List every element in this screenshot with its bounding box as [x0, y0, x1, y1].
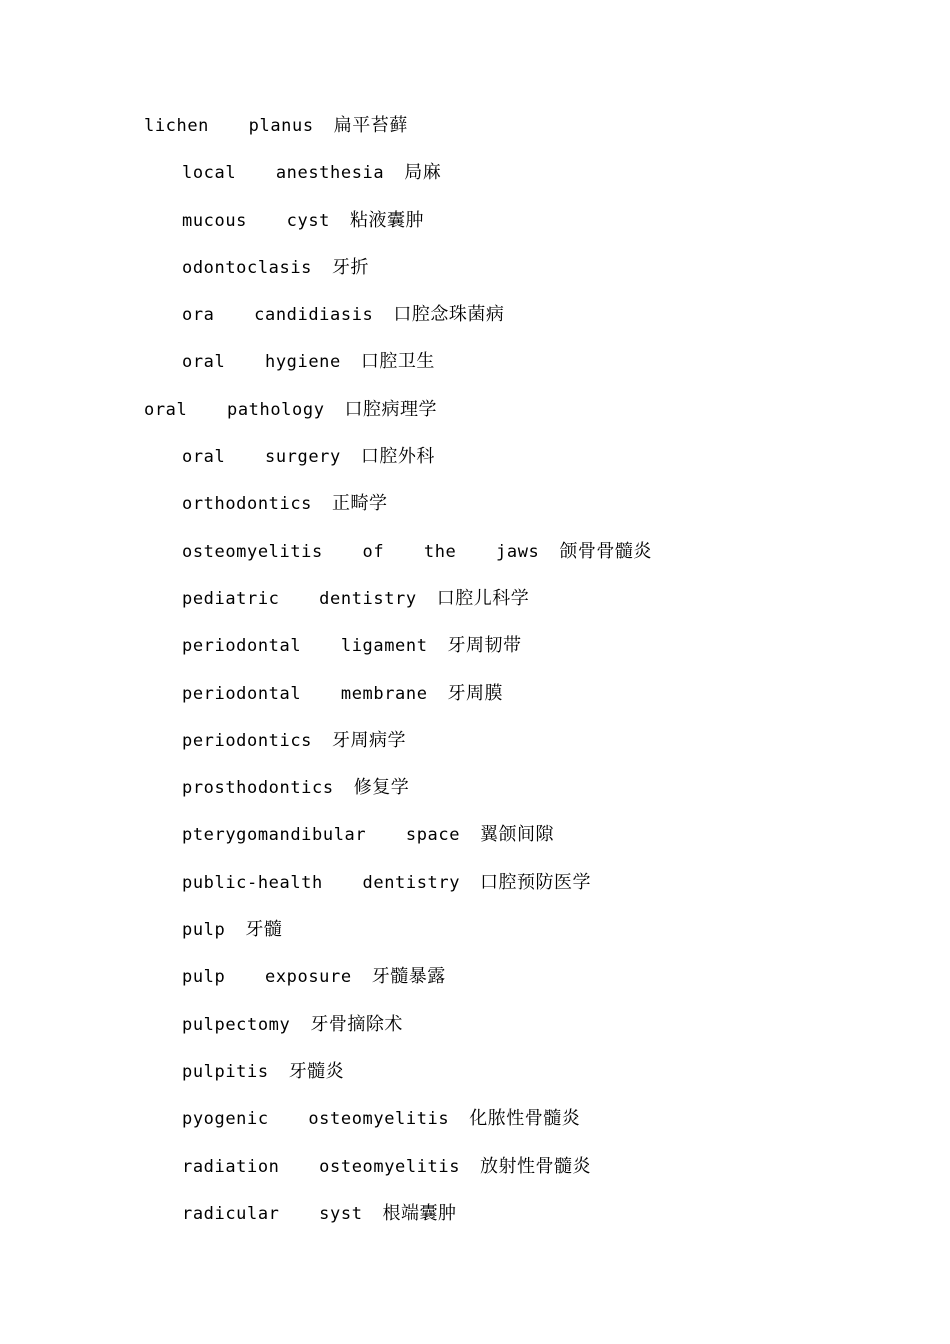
term-chinese: 放射性骨髓炎: [480, 1155, 592, 1177]
glossary-entry: [0, 442, 950, 489]
term-chinese: 牙折: [332, 256, 370, 278]
term-chinese: 根端囊肿: [382, 1202, 457, 1224]
glossary-term-list: [0, 111, 950, 1246]
glossary-entry: [0, 1104, 950, 1151]
term-english: public-health dentistry: [182, 872, 461, 893]
term-chinese: 牙周韧带: [447, 635, 522, 657]
term-chinese: 牙髓: [245, 919, 283, 941]
term-english: pterygomandibular space: [182, 825, 461, 846]
term-chinese: 牙髓暴露: [371, 966, 446, 988]
term-chinese: 牙周膜: [447, 682, 504, 704]
glossary-entry: [0, 206, 950, 253]
glossary-entry: [0, 253, 950, 300]
term-english: oral surgery: [182, 447, 341, 468]
term-chinese: 牙髓炎: [288, 1060, 345, 1082]
glossary-entry: [0, 537, 950, 584]
glossary-entry: [0, 111, 950, 158]
term-english: pulpitis: [182, 1061, 269, 1082]
term-chinese: 局麻: [404, 162, 442, 184]
term-chinese: 口腔儿科学: [436, 587, 530, 609]
term-english: lichen planus: [144, 116, 314, 136]
term-chinese: 牙骨摘除术: [310, 1013, 403, 1035]
term-chinese: 修复学: [353, 777, 410, 799]
glossary-entry: [0, 915, 950, 962]
term-english: orthodontics: [182, 494, 313, 515]
term-chinese: 口腔病理学: [344, 398, 438, 420]
term-english: ora candidiasis: [182, 305, 374, 326]
term-english: pulpectomy: [182, 1014, 291, 1035]
term-chinese: 扁平苔藓: [333, 115, 408, 136]
term-chinese: 牙周病学: [332, 729, 407, 751]
glossary-entry: [0, 1199, 950, 1246]
glossary-entry: [0, 347, 950, 394]
glossary-entry: [0, 1057, 950, 1104]
term-chinese: 口腔卫生: [360, 351, 435, 373]
glossary-entry: [0, 679, 950, 726]
term-english: pyogenic osteomyelitis: [182, 1109, 450, 1130]
glossary-entry: [0, 300, 950, 347]
term-english: oral pathology: [144, 399, 325, 420]
term-chinese: 口腔念珠菌病: [393, 304, 505, 326]
glossary-entry: [0, 158, 950, 205]
glossary-entry: [0, 962, 950, 1009]
term-chinese: 口腔外科: [360, 446, 435, 468]
term-chinese: 口腔预防医学: [480, 871, 592, 893]
glossary-entry: [0, 820, 950, 867]
term-english: radicular syst: [182, 1203, 363, 1224]
glossary-entry: [0, 584, 950, 631]
term-english: periodontal ligament: [182, 636, 428, 657]
term-english: pulp exposure: [182, 967, 352, 988]
glossary-entry: [0, 631, 950, 678]
term-english: pediatric dentistry: [182, 588, 417, 609]
term-english: osteomyelitis of the jaws: [182, 541, 540, 562]
term-english: periodontal membrane: [182, 683, 428, 704]
term-chinese: 正畸学: [332, 493, 388, 515]
term-chinese: 化脓性骨髓炎: [469, 1108, 581, 1130]
term-english: periodontics: [182, 730, 313, 751]
term-chinese: 颌骨骨髓炎: [559, 540, 652, 562]
glossary-entry: [0, 395, 950, 442]
glossary-entry: [0, 489, 950, 536]
term-chinese: 翼颌间隙: [480, 824, 555, 846]
term-english: mucous cyst: [182, 210, 331, 231]
term-english: prosthodontics: [182, 778, 334, 799]
term-english: oral hygiene: [182, 352, 341, 373]
glossary-entry: [0, 773, 950, 820]
term-english: local anesthesia: [182, 163, 385, 184]
glossary-entry: [0, 868, 950, 915]
term-english: radiation osteomyelitis: [182, 1156, 461, 1177]
term-english: odontoclasis: [182, 257, 313, 278]
term-chinese: 粘液囊肿: [350, 209, 425, 231]
glossary-entry: [0, 1010, 950, 1057]
term-english: pulp: [182, 920, 226, 941]
glossary-entry: [0, 726, 950, 773]
glossary-entry: [0, 1152, 950, 1199]
